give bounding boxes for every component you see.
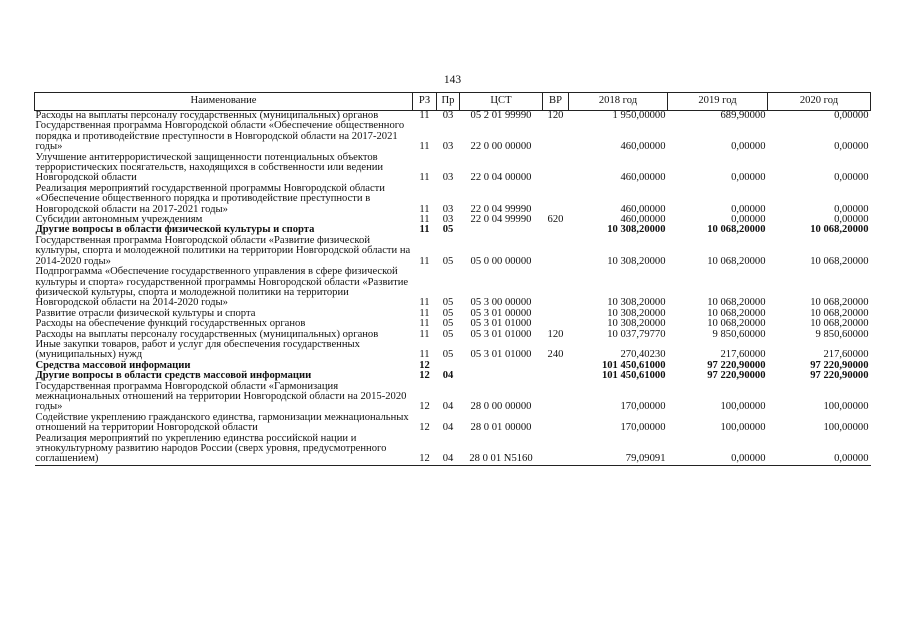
row-2019-value: 10 068,20000 — [707, 307, 766, 319]
row-name: Расходы на обеспечение функций государственных органов — [35, 318, 306, 330]
row-2019-value: 9 850,60000 — [712, 328, 766, 340]
row-cst: 22 0 04 99990 — [470, 214, 532, 226]
row-2019-value: 0,00000 — [731, 203, 766, 215]
row-name: Иные закупки товаров, работ и услуг для обеспечения государственных (муниципальных) нужд — [35, 338, 360, 361]
row-cst: 28 0 01 00000 — [470, 422, 532, 434]
row-rz: 11 — [419, 328, 430, 340]
row-2018-value: 270,40230 — [620, 349, 666, 361]
row-pr: 03 — [442, 203, 454, 215]
table-row — [35, 267, 871, 309]
row-rz: 12 — [419, 370, 430, 382]
row-2020-value: 10 068,20000 — [810, 318, 869, 330]
row-2020-value: 0,00000 — [834, 203, 869, 215]
table-row — [35, 434, 871, 466]
row-vr — [543, 382, 569, 413]
row-2020-value: 10 068,20000 — [810, 297, 869, 309]
row-pr: 05 — [442, 307, 454, 319]
row-2018-value: 170,00000 — [620, 401, 666, 413]
row-2019-value: 100,00000 — [720, 422, 766, 434]
row-cst: 05 3 00 00000 — [470, 297, 532, 309]
table-row — [35, 413, 871, 434]
row-vr — [543, 371, 569, 381]
row-2020-value: 100,00000 — [823, 401, 869, 413]
row-cst: 05 0 00 00000 — [470, 255, 532, 267]
row-vr — [543, 236, 569, 267]
column-header-2020: 2020 год — [768, 93, 871, 111]
row-rz: 11 — [419, 307, 430, 319]
row-pr: 04 — [442, 370, 454, 382]
row-2019-value: 217,60000 — [720, 349, 766, 361]
row-cst: 05 3 01 01000 — [470, 318, 532, 330]
row-rz: 11 — [419, 203, 430, 215]
row-2018-value: 10 037,79770 — [607, 328, 666, 340]
row-vr — [543, 361, 569, 371]
row-cst: 05 3 01 01000 — [470, 328, 532, 340]
row-pr: 03 — [442, 172, 454, 184]
row-name: Улучшение антитеррористической защищенности потенциальных объектов террористических посягательств, находящихся в собственности или ведении Новгородской области — [35, 151, 384, 184]
column-header-name: Наименование — [35, 93, 413, 111]
row-pr: 03 — [442, 214, 454, 226]
row-vr — [543, 413, 569, 434]
row-vr — [543, 267, 569, 309]
row-rz: 12 — [419, 422, 430, 434]
row-2020-value: 100,00000 — [823, 422, 869, 434]
row-vr: 120 — [547, 328, 564, 340]
row-pr: 03 — [442, 141, 454, 153]
row-rz: 11 — [419, 349, 430, 361]
row-vr — [543, 153, 569, 184]
column-header-rz: РЗ — [413, 93, 437, 111]
row-2018-value: 1 950,00000 — [612, 110, 666, 121]
column-header-2019: 2019 год — [668, 93, 768, 111]
row-cst — [460, 361, 543, 371]
row-rz: 11 — [419, 110, 430, 121]
row-name: Реализация мероприятий государственной программы Новгородской области «Обеспечение общественного порядка и противодействие преступности в Новгородской области на 2017-2021 годы» — [35, 182, 385, 215]
table-row — [35, 382, 871, 413]
row-2019-value: 10 068,20000 — [707, 318, 766, 330]
row-2020-value: 97 220,90000 — [810, 370, 869, 382]
row-2020-value: 217,60000 — [823, 349, 869, 361]
row-vr: 120 — [547, 110, 564, 121]
row-name: Реализация мероприятий по укреплению единства российской нации и этнокультурному развитию народов России (сверх уровня, предусмотренного соглашением) — [35, 434, 413, 466]
table-row — [35, 340, 871, 361]
row-name: Другие вопросы в области физической культуры и спорта — [35, 224, 315, 236]
row-rz: 12 — [419, 359, 430, 371]
row-cst — [460, 371, 543, 381]
row-cst: 22 0 04 00000 — [470, 172, 532, 184]
row-2019-value: 97 220,90000 — [707, 359, 766, 371]
row-2020-value: 0,00000 — [834, 110, 869, 121]
row-2020-value: 0,00000 — [834, 214, 869, 226]
table-header — [35, 93, 871, 111]
row-cst — [460, 225, 543, 235]
row-2019-value: 100,00000 — [720, 401, 766, 413]
row-2019-value: 10 068,20000 — [707, 255, 766, 267]
row-cst: 28 0 00 00000 — [470, 401, 532, 413]
row-2018-value: 10 308,20000 — [607, 307, 666, 319]
row-2020-value: 0,00000 — [834, 141, 869, 153]
row-vr — [543, 319, 569, 329]
row-pr: 05 — [442, 297, 454, 309]
row-name: Субсидии автономным учреждениям — [35, 214, 203, 226]
row-cst: 05 2 01 99990 — [470, 110, 532, 121]
row-vr — [543, 121, 569, 152]
row-rz: 11 — [419, 297, 430, 309]
row-rz: 11 — [419, 255, 430, 267]
row-rz: 11 — [419, 141, 430, 153]
row-2019-value: 0,00000 — [731, 172, 766, 184]
row-cst: 22 0 00 00000 — [470, 141, 532, 153]
row-vr — [543, 309, 569, 319]
row-cst: 05 3 01 01000 — [470, 349, 532, 361]
row-vr — [543, 225, 569, 235]
row-rz: 12 — [419, 401, 430, 413]
budget-table — [34, 92, 871, 466]
row-rz: 11 — [419, 214, 430, 226]
table-row — [35, 184, 871, 215]
row-2020-value: 10 068,20000 — [810, 224, 869, 236]
row-2019-value: 0,00000 — [731, 141, 766, 153]
row-name: Развитие отрасли физической культуры и спорта — [35, 307, 256, 319]
row-vr: 620 — [547, 214, 564, 226]
row-pr: 05 — [442, 328, 454, 340]
row-cst: 22 0 04 99990 — [470, 203, 532, 215]
row-2020-value: 0,00000 — [834, 172, 869, 184]
row-2020-value: 10 068,20000 — [810, 307, 869, 319]
row-vr: 240 — [547, 349, 564, 361]
row-2019-value: 97 220,90000 — [707, 370, 766, 382]
row-2018-value: 460,00000 — [620, 141, 666, 153]
table-row — [35, 153, 871, 184]
row-name: Государственная программа Новгородской области «Развитие физической культуры, спорта и молодежной политики на территории Новгородской области на 2014-2020 годы» — [35, 234, 411, 267]
row-2020-value: 9 850,60000 — [815, 328, 869, 340]
row-name: Расходы на выплаты персоналу государственных (муниципальных) органов — [35, 328, 379, 340]
row-name: Содействие укреплению гражданского единства, гармонизации межнациональных отношений на территории Новгородской области — [35, 411, 409, 434]
row-vr — [543, 184, 569, 215]
table-row — [35, 371, 871, 381]
column-header-cst: ЦСТ — [460, 93, 543, 111]
row-2018-value: 10 308,20000 — [607, 297, 666, 309]
row-rz: 11 — [419, 224, 430, 236]
row-2019-value: 689,90000 — [720, 110, 766, 121]
column-header-pr: Пр — [437, 93, 460, 111]
page-number: 143 — [443, 74, 462, 86]
row-name: Средства массовой информации — [35, 359, 191, 371]
row-2019-value: 0,00000 — [668, 434, 768, 466]
row-rz: 11 — [419, 318, 430, 330]
row-2020-value: 97 220,90000 — [810, 359, 869, 371]
row-vr — [543, 434, 569, 466]
column-header-2018: 2018 год — [569, 93, 668, 111]
row-2018-value: 10 308,20000 — [607, 318, 666, 330]
row-name: Расходы на выплаты персоналу государственных (муниципальных) органов — [35, 110, 379, 121]
row-2018-value: 101 450,61000 — [601, 370, 666, 382]
row-2018-value: 79,09091 — [569, 434, 668, 466]
table-row — [35, 121, 871, 152]
row-name: Государственная программа Новгородской области «Гармонизация межнациональных отношений на территории Новгородской области на 2015-2020 годы» — [35, 380, 407, 413]
row-cst: 05 3 01 00000 — [470, 307, 532, 319]
row-2018-value: 10 308,20000 — [607, 255, 666, 267]
row-2019-value: 0,00000 — [731, 214, 766, 226]
row-name: Подпрограмма «Обеспечение государственного управления в сфере физической культуры и спорта» государственной программы Новгородской области «Развитие физической культуры, спорта и молодежной политики на территории Новгородской области на 2014-2020 годы» — [35, 266, 409, 309]
row-2018-value: 10 308,20000 — [607, 224, 666, 236]
row-2020-value: 10 068,20000 — [810, 255, 869, 267]
row-2018-value: 170,00000 — [620, 422, 666, 434]
row-2018-value: 101 450,61000 — [601, 359, 666, 371]
row-rz: 12 — [413, 434, 437, 466]
row-2019-value: 10 068,20000 — [707, 224, 766, 236]
column-header-vr: ВР — [543, 93, 569, 111]
row-2018-value: 460,00000 — [620, 214, 666, 226]
row-2018-value: 460,00000 — [620, 172, 666, 184]
table-row — [35, 236, 871, 267]
row-pr: 05 — [442, 318, 454, 330]
row-pr: 05 — [442, 255, 454, 267]
row-pr: 04 — [442, 422, 454, 434]
row-2019-value: 10 068,20000 — [707, 297, 766, 309]
row-pr: 05 — [442, 224, 454, 236]
row-pr: 04 — [442, 401, 454, 413]
row-name: Другие вопросы в области средств массовой информации — [35, 370, 312, 382]
row-name: Государственная программа Новгородской области «Обеспечение общественного порядка и противодействие преступности в Новгородской области на 2017-2021 годы» — [35, 120, 405, 153]
row-pr: 03 — [442, 110, 454, 121]
row-rz: 11 — [419, 172, 430, 184]
table-row — [35, 319, 871, 329]
row-pr: 05 — [442, 349, 454, 361]
row-pr: 04 — [437, 434, 460, 466]
row-cst: 28 0 01 N5160 — [460, 434, 543, 466]
row-2018-value: 460,00000 — [620, 203, 666, 215]
row-2020-value: 0,00000 — [768, 434, 871, 466]
